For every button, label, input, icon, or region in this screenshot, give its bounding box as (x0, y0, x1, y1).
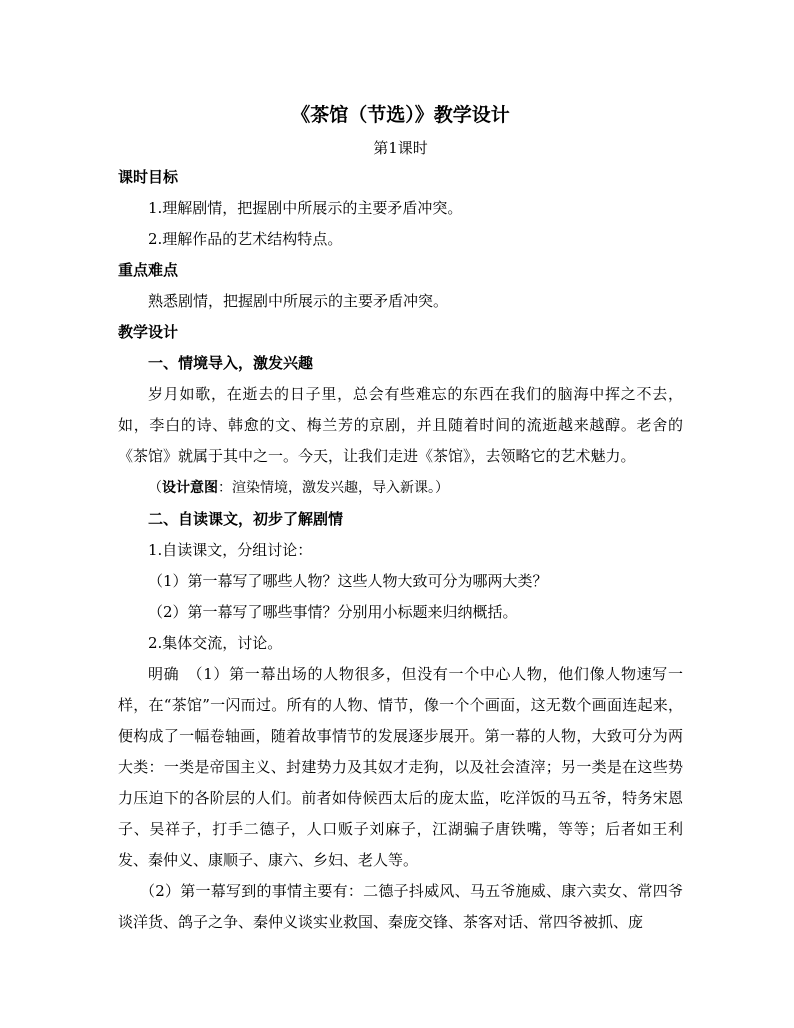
answer-1-paragraph: 明确 （1）第一幕出场的人物很多，但没有一个中心人物，他们像人物速写一样，在“茶馆”一闪而过。所有的人物、情节，像一个个画面，这无数个画面连起来，便构成了一幅卷轴画，随着故事情节的发展逐步展开。第一幕的人物，大致可分为两大类：一类是帝国主义、封建势力及其奴才走狗，以及社会渣滓；另一类是在这些势力压迫下的各阶层的人们。前者如侍候西太后的庞太监，吃洋饭的马五爷，特务宋恩子、吴祥子，打手二德子，人口贩子刘麻子，江湖骗子唐铁嘴，等等；后者如王利发、秦仲义、康顺子、康六、乡妇、老人等。 (118, 665, 683, 869)
goals-heading: 课时目标 (118, 168, 179, 186)
note-label: 设计意图 (162, 480, 218, 496)
step-1: 1.自读课文，分组讨论： (148, 541, 313, 559)
section-1-heading: 一、情境导入，激发兴趣 (148, 354, 314, 372)
document-title: 《茶馆（节选）》教学设计 (291, 104, 510, 126)
note-text: ：渲染情境，激发兴趣，导入新课。） (218, 480, 449, 496)
focus-text: 熟悉剧情，把握剧中所展示的主要矛盾冲突。 (148, 292, 449, 310)
document-page (118, 100, 683, 938)
question-2: （2）第一幕写了哪些事情？分别用小标题来归纳概括。 (148, 603, 518, 621)
focus-heading: 重点难点 (118, 261, 179, 279)
answer-2-paragraph: （2）第一幕写到的事情主要有：二德子抖威风、马五爷施威、康六卖女、常四爷谈洋货、鸽子之争、秦仲义谈实业救国、秦庞交锋、茶客对话、常四爷被抓、庞 (118, 882, 683, 931)
question-1: （1）第一幕写了哪些人物？这些人物大致可分为哪两大类？ (148, 572, 548, 590)
design-intent-note (118, 472, 683, 504)
section-1-paragraph: 岁月如歌，在逝去的日子里，总会有些难忘的东西在我们的脑海中挥之不去，如，李白的诗、韩愈的文、梅兰芳的京剧，并且随着时间的流逝越来越醇。老舍的《茶馆》就属于其中之一。今天，让我们走进《茶馆》，去领略它的艺术魅力。 (118, 385, 683, 465)
section-2-heading: 二、自读课文，初步了解剧情 (148, 510, 344, 528)
step-2: 2.集体交流，讨论。 (148, 634, 283, 652)
lesson-number: 第1课时 (373, 139, 428, 157)
goal-item-2: 2.理解作品的艺术结构特点。 (148, 230, 343, 248)
note-open-paren: （ (148, 480, 162, 496)
goal-item-1: 1.理解剧情，把握剧中所展示的主要矛盾冲突。 (148, 199, 463, 217)
design-heading: 教学设计 (118, 323, 179, 341)
